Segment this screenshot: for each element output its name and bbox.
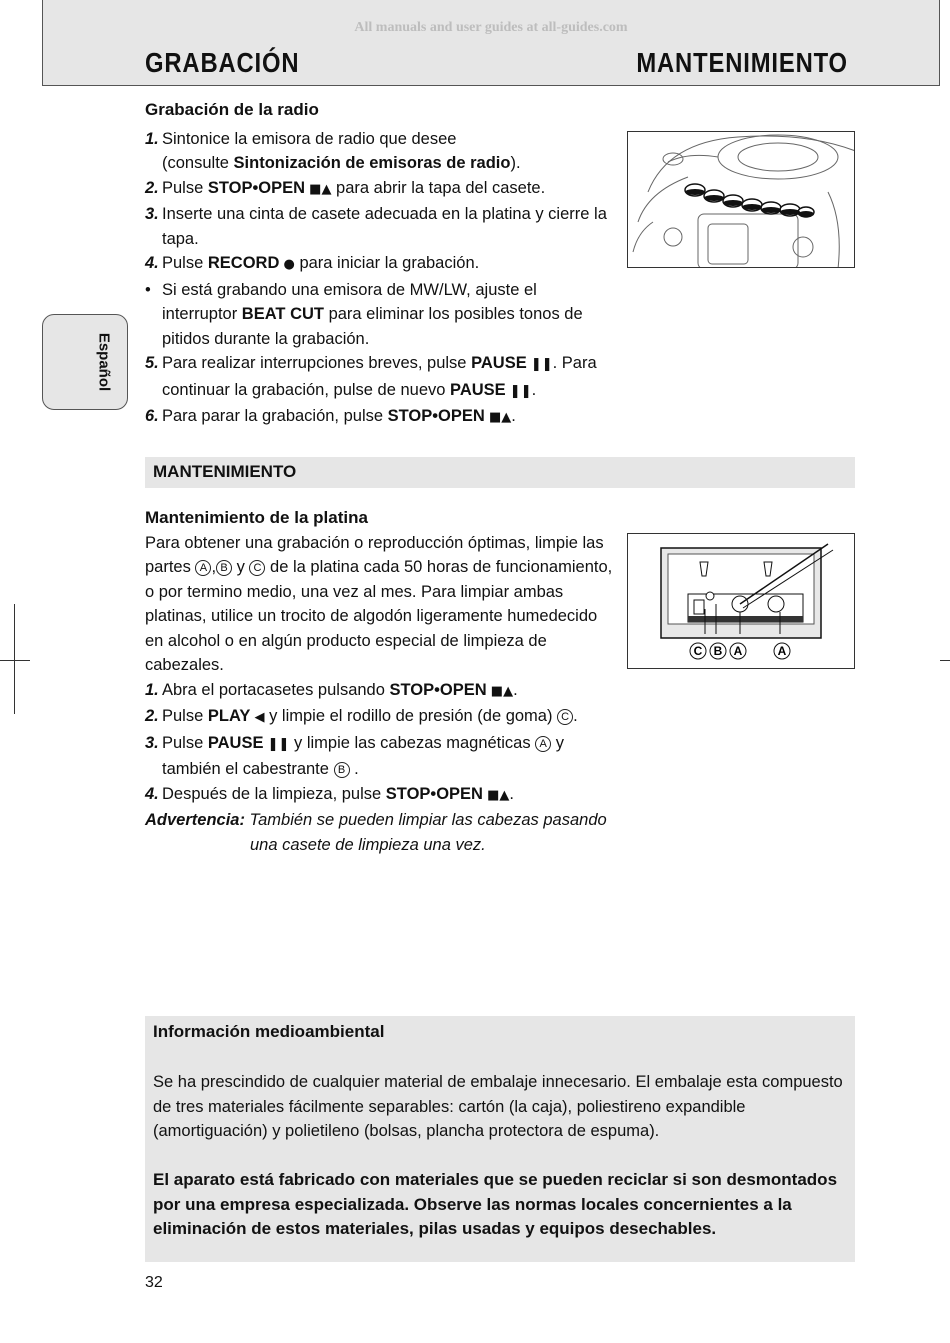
record-key: RECORD: [207, 254, 280, 272]
step-text: y limpie las cabezas magnéticas: [289, 733, 536, 752]
figure-cassette-deck: [627, 533, 855, 669]
step-number: 4.: [145, 784, 159, 803]
pause-key: PAUSE: [450, 380, 506, 399]
record-icon: ●: [279, 257, 295, 272]
fig-label-a: A: [777, 644, 787, 658]
maintenance-section: [145, 506, 620, 857]
environment-info-box: [145, 1016, 855, 1262]
step-text: Sintonice la emisora de radio que desee: [162, 129, 457, 148]
play-icon: ◀: [250, 710, 265, 725]
step-text: Para parar la grabación, pulse: [162, 407, 388, 425]
step-text: Para realizar interrupciones breves, pulse: [162, 354, 472, 372]
stop-open-key: STOP•OPEN: [385, 784, 483, 803]
step-text: Inserte una cinta de casete adecuada en la platina y cierre la tapa.: [162, 205, 607, 248]
part-c-marker: C: [557, 709, 573, 725]
recording-step-2: [145, 176, 615, 203]
intro-text: y: [232, 558, 250, 576]
part-b-marker: B: [334, 762, 350, 778]
step-text: Después de la limpieza, pulse: [162, 784, 386, 803]
step-text: Pulse: [162, 254, 208, 272]
step-number: 6.: [145, 407, 159, 425]
step-text: para abrir la tapa del casete.: [331, 178, 546, 197]
beat-cut-key: BEAT CUT: [241, 305, 324, 323]
warning-text: una casete de limpieza una vez.: [250, 835, 486, 854]
recording-step-4: [145, 251, 615, 278]
pause-icon: ❚❚: [505, 383, 532, 399]
stop-eject-icon: ■▲: [486, 683, 514, 699]
recording-step-6: [145, 404, 615, 431]
recording-step-1: [145, 127, 615, 176]
stop-eject-icon: ■▲: [482, 787, 510, 803]
maintenance-section-title: MANTENIMIENTO: [153, 462, 297, 481]
cassette-deck-illustration: [628, 534, 855, 669]
step-text: Si está grabando una emisora de MW/LW, ajuste el interruptor: [162, 280, 537, 323]
step-text: Abra el portacasetes pulsando: [162, 680, 390, 699]
maintenance-step-3: [145, 731, 620, 782]
maintenance-section-header: [145, 457, 855, 488]
step-bold: Sintonización de emisoras de radio: [233, 154, 511, 172]
fig-label-a: A: [733, 644, 743, 658]
language-tab: [42, 314, 128, 410]
step-text: (consulte: [162, 154, 234, 172]
crop-mark: [14, 604, 15, 714]
language-tab-label: Español: [95, 332, 113, 392]
maintenance-step-4: [145, 782, 620, 809]
environment-title: Información medioambiental: [153, 1022, 385, 1041]
part-a-marker: A: [195, 560, 211, 576]
recording-section: [145, 98, 615, 431]
maintenance-warning: [145, 808, 620, 857]
step-text: .: [513, 680, 518, 699]
page-number: 32: [145, 1274, 163, 1291]
pause-key: PAUSE: [207, 733, 264, 752]
recording-subtitle: Grabación de la radio: [145, 100, 319, 119]
maintenance-step-2: [145, 704, 620, 731]
step-text: Pulse: [162, 733, 208, 752]
part-b-marker: B: [216, 560, 232, 576]
pause-icon: ❚❚: [526, 357, 553, 372]
step-text: .: [509, 784, 514, 803]
recording-step-3: [145, 202, 615, 251]
intro-text: de la platina cada 50 horas de funcionamiento, o por termino medio, una vez al mes. Para limpiar ambas platinas, utilice un trocito de algodón ligeramente humedecido en alcohol o en algún producto especial de limpieza de cabezales.: [145, 558, 613, 674]
maintenance-subtitle: Mantenimiento de la platina: [145, 508, 368, 527]
fig-label-b: B: [713, 644, 723, 658]
step-number: 5.: [145, 354, 159, 372]
step-text: Pulse: [162, 707, 208, 725]
play-key: PLAY: [207, 707, 251, 725]
fig-label-c: C: [693, 644, 703, 658]
crop-mark: [940, 660, 950, 661]
step-number: 4.: [145, 254, 159, 272]
boombox-illustration: [628, 132, 855, 268]
step-text: para iniciar la grabación.: [294, 254, 480, 272]
maintenance-step-1: [145, 678, 620, 705]
bullet-icon: •: [145, 280, 151, 299]
recording-step-5: [145, 351, 615, 404]
step-number: 1.: [145, 129, 159, 148]
part-a-marker: A: [535, 736, 551, 752]
stop-open-key: STOP•OPEN: [207, 178, 306, 197]
step-text: y limpie el rodillo de presión (de goma): [264, 707, 558, 725]
step-number: 2.: [145, 178, 159, 197]
watermark: All manuals and user guides at all-guides.com: [354, 20, 628, 35]
step-text: Pulse: [162, 178, 208, 197]
page-title-right: MANTENIMIENTO: [636, 47, 848, 78]
step-text: y también el cabestrante: [162, 733, 565, 778]
warning-label: Advertencia:: [145, 811, 245, 829]
warning-text: También se pueden limpiar las cabezas pasando: [249, 811, 607, 829]
step-text: .: [511, 407, 516, 425]
step-number: 1.: [145, 680, 159, 699]
stop-open-key: STOP•OPEN: [389, 680, 487, 699]
pause-key: PAUSE: [471, 354, 527, 372]
stop-open-key: STOP•OPEN: [387, 407, 485, 425]
stop-eject-icon: ■▲: [484, 410, 512, 425]
step-number: 2.: [145, 707, 159, 725]
crop-mark: [0, 660, 30, 661]
pause-icon: ❚❚: [263, 736, 290, 752]
step-text: . Para continuar la grabación, pulse de nuevo: [162, 354, 597, 399]
stop-eject-icon: ■▲: [305, 181, 332, 197]
intro-text: ,: [211, 558, 217, 576]
maintenance-intro: [145, 531, 620, 678]
environment-paragraph-1: Se ha prescindido de cualquier material de embalaje innecesario. El embalaje esta compuesto de tres materiales fácilmente separables: cartón (la caja), poliestireno expandible (amortiguación) y polietileno (bolsas, plancha protectora de espuma).: [153, 1073, 843, 1140]
page-title-left: GRABACIÓN: [145, 47, 300, 78]
step-text: .: [349, 760, 359, 778]
intro-text: Para obtener una grabación o reproducción óptimas, limpie las partes: [145, 533, 604, 576]
step-text: ).: [510, 154, 521, 172]
step-number: 3.: [145, 733, 159, 752]
recording-bullet: [145, 278, 615, 352]
step-text: .: [573, 707, 578, 725]
part-c-marker: C: [249, 560, 265, 576]
step-text: para eliminar los posibles tonos de pitidos durante la grabación.: [162, 305, 583, 348]
step-text: .: [531, 380, 537, 399]
step-number: 3.: [145, 205, 159, 223]
figure-boombox-buttons: [627, 131, 855, 268]
environment-paragraph-2: El aparato está fabricado con materiales que se pueden reciclar si son desmontados por una empresa especializada. Observe las normas locales concernientes a la eliminación de estos materiales, pilas usadas y equipos desechables.: [153, 1170, 838, 1238]
